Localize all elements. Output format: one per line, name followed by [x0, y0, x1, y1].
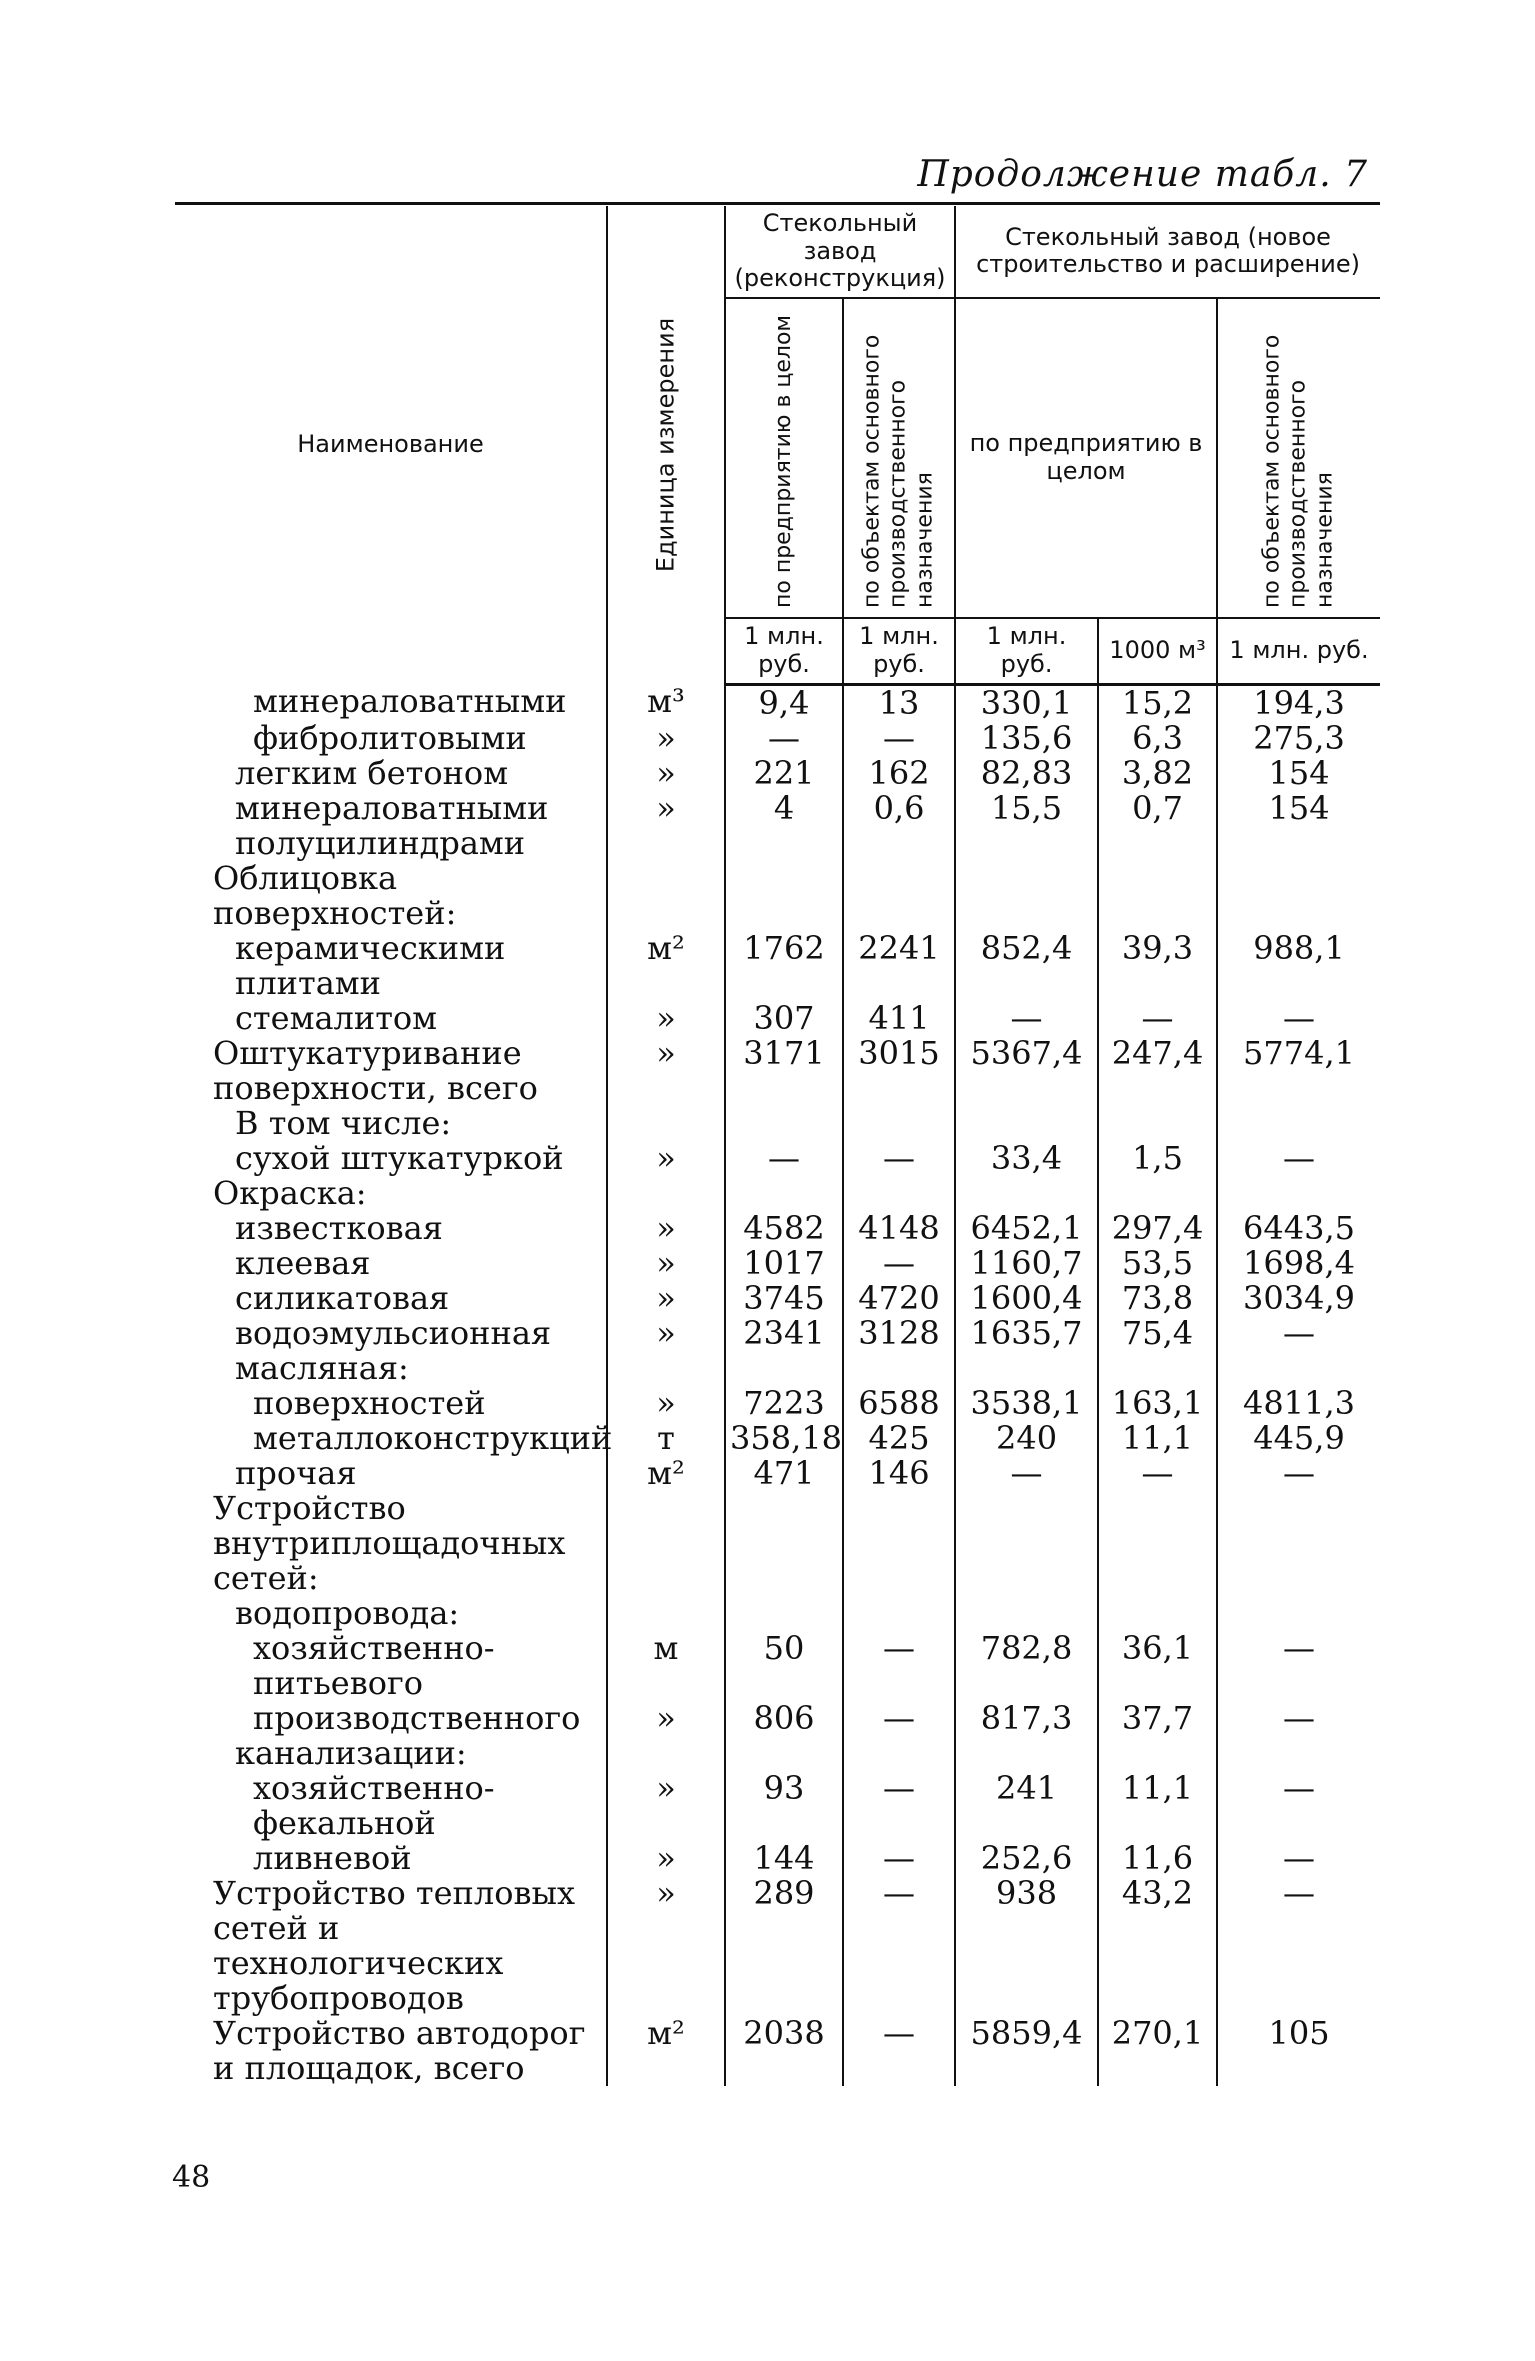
- row-unit: »: [607, 1001, 725, 1036]
- row-value: 154: [1217, 791, 1380, 861]
- table-row: [175, 2016, 1380, 2086]
- group2-col1-header: по предприятию в целом: [955, 298, 1217, 618]
- row-value: [725, 1596, 843, 1631]
- row-value: [1217, 1351, 1380, 1386]
- row-value: [955, 1176, 1098, 1211]
- row-value: 154: [1217, 756, 1380, 791]
- row-value: —: [1217, 1456, 1380, 1491]
- table-row: [175, 1876, 1380, 2016]
- row-value: [1217, 1736, 1380, 1771]
- row-name: прочая: [235, 1453, 357, 1492]
- table-row: [175, 1421, 1380, 1456]
- row-value: 146: [843, 1456, 955, 1491]
- table-row: [175, 1316, 1380, 1351]
- row-value: 6443,5: [1217, 1211, 1380, 1246]
- row-name: стемалитом: [235, 998, 438, 1037]
- row-value: [955, 1106, 1098, 1141]
- row-name: канализации:: [235, 1733, 467, 1772]
- row-value: [1098, 1351, 1217, 1386]
- table-row: [175, 1456, 1380, 1491]
- row-value: —: [1217, 1141, 1380, 1176]
- row-value: 988,1: [1217, 931, 1380, 1001]
- row-value: [955, 1596, 1098, 1631]
- row-value: [725, 1106, 843, 1141]
- row-name: керамическими плитами: [235, 928, 506, 1002]
- row-unit: »: [607, 791, 725, 861]
- row-value: 425: [843, 1421, 955, 1456]
- row-value: —: [955, 1001, 1098, 1036]
- row-value: [1098, 1176, 1217, 1211]
- row-value: [1217, 1596, 1380, 1631]
- row-value: 297,4: [1098, 1211, 1217, 1246]
- row-value: [725, 1176, 843, 1211]
- row-value: 4582: [725, 1211, 843, 1246]
- row-name: Устройство тепловых сетей и технологических трубопроводов: [213, 1873, 575, 2017]
- row-value: [1098, 1106, 1217, 1141]
- row-unit: [607, 1491, 725, 1596]
- row-value: [1098, 1736, 1217, 1771]
- row-value: 3745: [725, 1281, 843, 1316]
- row-value: 275,3: [1217, 721, 1380, 756]
- row-value: [1217, 1106, 1380, 1141]
- row-value: 11,1: [1098, 1421, 1217, 1456]
- row-value: —: [1098, 1456, 1217, 1491]
- row-value: 817,3: [955, 1701, 1098, 1736]
- row-value: 252,6: [955, 1841, 1098, 1876]
- table-row: [175, 1211, 1380, 1246]
- row-value: 5859,4: [955, 2016, 1098, 2086]
- row-value: —: [843, 2016, 955, 2086]
- row-value: 6,3: [1098, 721, 1217, 756]
- group2-header: Стекольный завод (новое строительство и расширение): [955, 206, 1380, 298]
- row-value: —: [1217, 1876, 1380, 2016]
- col-unit-header: Единица измерения: [607, 206, 725, 684]
- row-value: 9,4: [725, 684, 843, 721]
- row-unit: »: [607, 1876, 725, 2016]
- row-value: 4811,3: [1217, 1386, 1380, 1421]
- row-name: Устройство автодорог и площадок, всего: [213, 2013, 586, 2087]
- row-value: 240: [955, 1421, 1098, 1456]
- row-value: —: [1217, 1631, 1380, 1701]
- table-row: [175, 1001, 1380, 1036]
- row-value: [955, 861, 1098, 931]
- row-value: 39,3: [1098, 931, 1217, 1001]
- row-value: 7223: [725, 1386, 843, 1421]
- row-name: водопровода:: [235, 1593, 460, 1632]
- table-row: [175, 931, 1380, 1001]
- row-name: сухой штукатуркой: [235, 1138, 564, 1177]
- row-value: [955, 1351, 1098, 1386]
- unit-label: 1 млн. руб.: [955, 618, 1098, 684]
- table-row: [175, 1141, 1380, 1176]
- row-name: минераловатными: [253, 682, 567, 720]
- row-name: водоэмульсионная: [235, 1313, 552, 1352]
- row-value: [1217, 1176, 1380, 1211]
- row-value: 806: [725, 1701, 843, 1736]
- unit-label: 1 млн. руб.: [1217, 618, 1380, 684]
- row-value: 5367,4: [955, 1036, 1098, 1106]
- row-name: фибролитовыми: [253, 718, 527, 757]
- row-name: поверхностей: [253, 1383, 486, 1422]
- page-header: [175, 150, 1380, 205]
- row-value: 4720: [843, 1281, 955, 1316]
- table-row: [175, 1631, 1380, 1701]
- row-value: 6588: [843, 1386, 955, 1421]
- group1-col2-header: по объектам основного производственного назначения: [843, 298, 955, 618]
- row-value: [843, 1491, 955, 1596]
- row-value: 330,1: [955, 684, 1098, 721]
- row-name: ливневой: [253, 1838, 412, 1877]
- row-unit: м²: [607, 1456, 725, 1491]
- row-value: 289: [725, 1876, 843, 2016]
- row-value: 36,1: [1098, 1631, 1217, 1701]
- row-value: 162: [843, 756, 955, 791]
- row-value: [725, 1736, 843, 1771]
- group2-col3-header: по объектам основного производственного назначения: [1217, 298, 1380, 618]
- table-row: [175, 1596, 1380, 1631]
- row-value: —: [955, 1456, 1098, 1491]
- row-value: 411: [843, 1001, 955, 1036]
- row-unit: [607, 1596, 725, 1631]
- table-row: [175, 1841, 1380, 1876]
- row-name: легким бетоном: [235, 753, 509, 792]
- row-value: 105: [1217, 2016, 1380, 2086]
- row-value: 93: [725, 1771, 843, 1841]
- row-value: 2241: [843, 931, 955, 1001]
- row-unit: т: [607, 1421, 725, 1456]
- row-value: 4148: [843, 1211, 955, 1246]
- row-value: 241: [955, 1771, 1098, 1841]
- row-value: —: [843, 1841, 955, 1876]
- row-value: 0,7: [1098, 791, 1217, 861]
- table-row: [175, 1736, 1380, 1771]
- row-value: [843, 1176, 955, 1211]
- row-unit: »: [607, 1246, 725, 1281]
- row-value: [725, 861, 843, 931]
- table-row: [175, 1176, 1380, 1211]
- row-value: —: [725, 721, 843, 756]
- table-row: [175, 1351, 1380, 1386]
- row-value: 3015: [843, 1036, 955, 1106]
- row-value: 358,18: [725, 1421, 843, 1456]
- row-value: 2038: [725, 2016, 843, 2086]
- row-unit: »: [607, 1701, 725, 1736]
- row-value: 1160,7: [955, 1246, 1098, 1281]
- table-row: [175, 756, 1380, 791]
- row-value: 852,4: [955, 931, 1098, 1001]
- row-value: —: [1217, 1316, 1380, 1351]
- table-row: [175, 1386, 1380, 1421]
- row-unit: [607, 861, 725, 931]
- table-body: [175, 684, 1380, 2086]
- table-row: [175, 791, 1380, 861]
- row-value: —: [1217, 1001, 1380, 1036]
- row-unit: »: [607, 1141, 725, 1176]
- row-value: —: [843, 1701, 955, 1736]
- row-value: —: [843, 1631, 955, 1701]
- row-value: 1600,4: [955, 1281, 1098, 1316]
- row-unit: [607, 1351, 725, 1386]
- row-unit: »: [607, 1841, 725, 1876]
- row-value: [1217, 861, 1380, 931]
- row-value: 163,1: [1098, 1386, 1217, 1421]
- row-value: [1098, 861, 1217, 931]
- row-value: [843, 1736, 955, 1771]
- row-value: 471: [725, 1456, 843, 1491]
- row-value: —: [843, 1246, 955, 1281]
- row-value: 1635,7: [955, 1316, 1098, 1351]
- row-value: 33,4: [955, 1141, 1098, 1176]
- row-value: 6452,1: [955, 1211, 1098, 1246]
- row-value: 3,82: [1098, 756, 1217, 791]
- row-value: 3128: [843, 1316, 955, 1351]
- row-unit: »: [607, 1036, 725, 1106]
- row-value: 82,83: [955, 756, 1098, 791]
- row-value: [843, 1106, 955, 1141]
- row-value: —: [843, 721, 955, 756]
- row-value: 307: [725, 1001, 843, 1036]
- row-value: —: [1217, 1701, 1380, 1736]
- row-unit: »: [607, 1211, 725, 1246]
- row-name: Оштукатуривание поверхности, всего: [213, 1033, 538, 1107]
- row-name: Устройство внутриплощадочных сетей:: [213, 1488, 566, 1597]
- group1-col1-header: по предприятию в целом: [725, 298, 843, 618]
- row-value: [1098, 1596, 1217, 1631]
- row-unit: [607, 1106, 725, 1141]
- row-value: [843, 1351, 955, 1386]
- row-value: [843, 1596, 955, 1631]
- row-name: известковая: [235, 1208, 443, 1247]
- continuation-label: Продолжение табл. 7: [917, 154, 1368, 195]
- row-value: 1017: [725, 1246, 843, 1281]
- row-value: 50: [725, 1631, 843, 1701]
- page-number: 48: [172, 2160, 211, 2195]
- row-value: 11,6: [1098, 1841, 1217, 1876]
- unit-label: 1 млн. руб.: [843, 618, 955, 684]
- table-row: [175, 861, 1380, 931]
- table-row: [175, 1281, 1380, 1316]
- row-unit: м²: [607, 931, 725, 1001]
- row-value: [843, 861, 955, 931]
- row-value: 53,5: [1098, 1246, 1217, 1281]
- table-row: [175, 1246, 1380, 1281]
- row-value: —: [843, 1876, 955, 2016]
- row-value: [955, 1491, 1098, 1596]
- row-name: масляная:: [235, 1348, 409, 1387]
- table-row: [175, 1036, 1380, 1106]
- row-name: Облицовка поверхностей:: [213, 858, 457, 932]
- row-value: 5774,1: [1217, 1036, 1380, 1106]
- col-name-header: Наименование: [297, 430, 484, 459]
- row-value: [1098, 1491, 1217, 1596]
- row-value: 15,2: [1098, 684, 1217, 721]
- row-value: 1698,4: [1217, 1246, 1380, 1281]
- row-name: минераловатными полуцилиндрами: [235, 788, 549, 862]
- row-unit: [607, 1176, 725, 1211]
- row-unit: »: [607, 1316, 725, 1351]
- row-value: 270,1: [1098, 2016, 1217, 2086]
- row-value: 144: [725, 1841, 843, 1876]
- table-row: [175, 1771, 1380, 1841]
- row-value: 782,8: [955, 1631, 1098, 1701]
- row-value: 247,4: [1098, 1036, 1217, 1106]
- row-value: 13: [843, 684, 955, 721]
- row-value: —: [1098, 1001, 1217, 1036]
- table-row: [175, 1701, 1380, 1736]
- row-unit: »: [607, 721, 725, 756]
- row-value: —: [843, 1141, 955, 1176]
- table-row: [175, 1106, 1380, 1141]
- row-unit: м³: [607, 684, 725, 721]
- row-name: клеевая: [235, 1243, 371, 1282]
- row-value: 43,2: [1098, 1876, 1217, 2016]
- row-value: 75,4: [1098, 1316, 1217, 1351]
- row-unit: м²: [607, 2016, 725, 2086]
- row-value: [725, 1351, 843, 1386]
- row-name: В том числе:: [235, 1103, 452, 1142]
- row-value: 37,7: [1098, 1701, 1217, 1736]
- row-value: [1217, 1491, 1380, 1596]
- row-unit: »: [607, 1281, 725, 1316]
- row-value: 1,5: [1098, 1141, 1217, 1176]
- table-row: [175, 721, 1380, 756]
- row-value: 445,9: [1217, 1421, 1380, 1456]
- row-value: 1762: [725, 931, 843, 1001]
- table-row: [175, 684, 1380, 721]
- row-value: 3171: [725, 1036, 843, 1106]
- row-name: силикатовая: [235, 1278, 450, 1317]
- row-value: 11,1: [1098, 1771, 1217, 1841]
- row-value: —: [843, 1771, 955, 1841]
- row-value: 4: [725, 791, 843, 861]
- row-value: 0,6: [843, 791, 955, 861]
- row-value: [725, 1491, 843, 1596]
- row-value: 15,5: [955, 791, 1098, 861]
- row-unit: »: [607, 756, 725, 791]
- row-name: хозяйственно-питьевого: [253, 1628, 495, 1702]
- row-unit: [607, 1736, 725, 1771]
- row-unit: м: [607, 1631, 725, 1701]
- row-value: 135,6: [955, 721, 1098, 756]
- row-name: Окраска:: [213, 1173, 367, 1212]
- row-name: хозяйственно-фекальной: [253, 1768, 495, 1842]
- unit-label: 1 млн. руб.: [725, 618, 843, 684]
- row-value: 3538,1: [955, 1386, 1098, 1421]
- row-unit: »: [607, 1386, 725, 1421]
- row-value: —: [725, 1141, 843, 1176]
- row-value: —: [1217, 1841, 1380, 1876]
- row-unit: »: [607, 1771, 725, 1841]
- unit-label: 1000 м³: [1098, 618, 1217, 684]
- row-value: 3034,9: [1217, 1281, 1380, 1316]
- row-value: —: [1217, 1771, 1380, 1841]
- row-name: металлоконструкций: [253, 1418, 613, 1457]
- row-value: 221: [725, 756, 843, 791]
- row-value: [955, 1736, 1098, 1771]
- row-name: производственного: [253, 1698, 581, 1737]
- table-row: [175, 1491, 1380, 1596]
- row-value: 938: [955, 1876, 1098, 2016]
- row-value: 73,8: [1098, 1281, 1217, 1316]
- row-value: 194,3: [1217, 684, 1380, 721]
- group1-header: Стекольный завод (реконструкция): [725, 206, 955, 298]
- row-value: 2341: [725, 1316, 843, 1351]
- data-table: [175, 206, 1380, 2086]
